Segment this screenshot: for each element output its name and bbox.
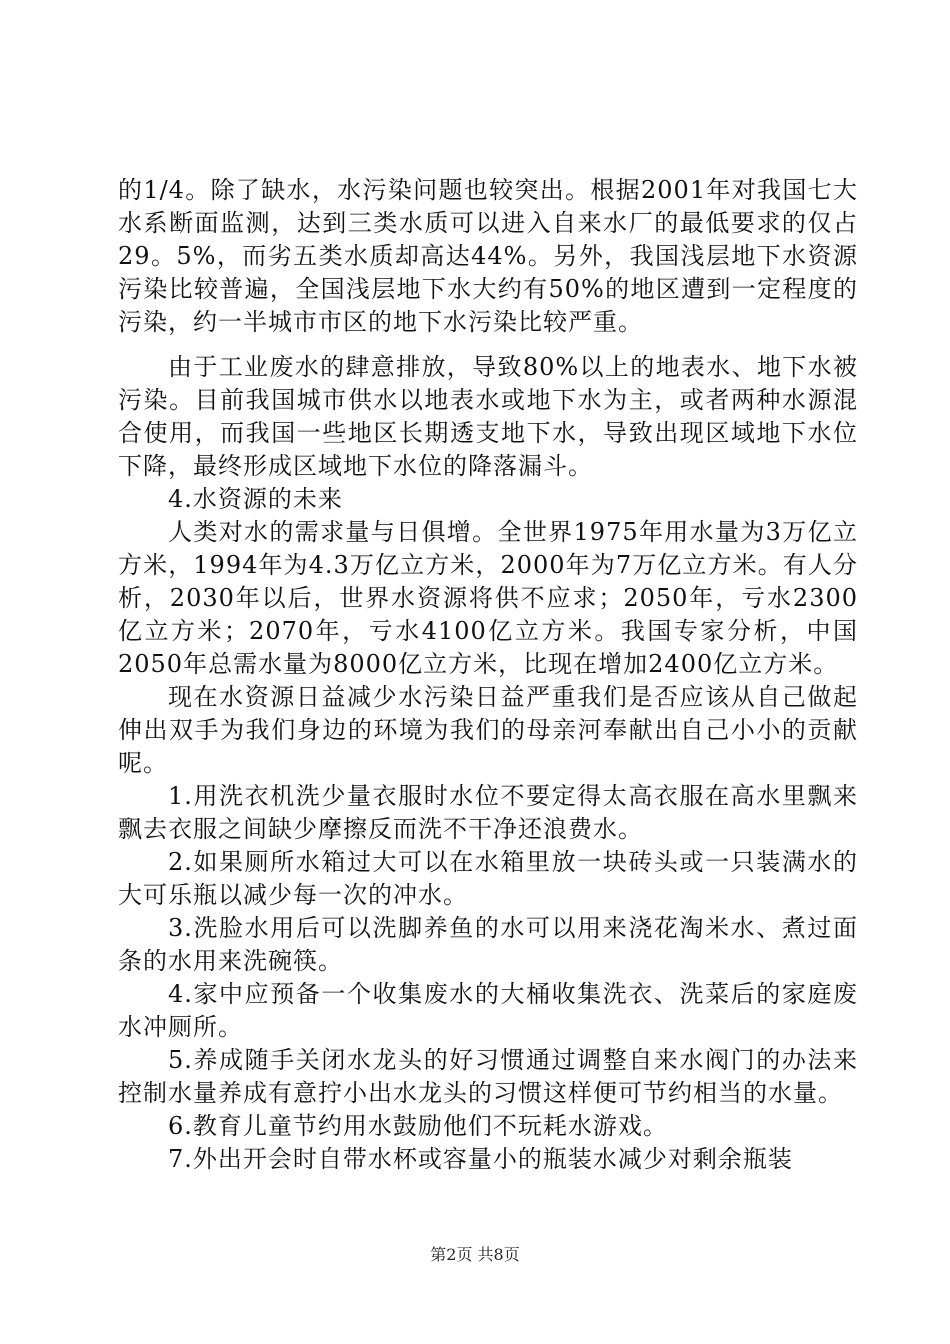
- paragraph-pollution-stats: 的1/4。除了缺水，水污染问题也较突出。根据2001年对我国七大水系断面监测，达到三类水质可以进入自来水厂的最低要求的仅占29。5%，而劣五类水质却高达44%。另外，我国浅层地下水资源污染比较普遍，全国浅层地下水大约有50%的地区遭到一定程度的污染，约一半城市市区的地下水污染比较严重。: [118, 176, 858, 336]
- tip-item-6: 6.教育儿童节约用水鼓励他们不玩耗水游戏。: [168, 1112, 668, 1140]
- paragraph-water-demand: 人类对水的需求量与日俱增。全世界1975年用水量为3万亿立方米，1994年为4.3万亿立方米，2000年为7万亿立方米。有人分析，2030年以后，世界水资源将供不应求；2050年，亏水2300亿立方米；2070年，亏水4100亿立方米。我国专家分析，中国2050年总需水量为8000亿立方米，比现在增加2400亿立方米。: [118, 518, 858, 678]
- tip-item-4: 4.家中应预备一个收集废水的大桶收集洗衣、洗菜后的家庭废水冲厕所。: [118, 980, 858, 1041]
- tip-item-7: 7.外出开会时自带水杯或容量小的瓶装水减少对剩余瓶装: [168, 1145, 793, 1173]
- paragraph-industrial-wastewater: 由于工业废水的肆意排放，导致80%以上的地表水、地下水被污染。目前我国城市供水以地表水或地下水为主，或者两种水源混合使用，而我国一些地区长期透支地下水，导致出现区域地下水位下降，最终形成区域地下水位的降落漏斗。: [118, 353, 858, 480]
- document-body: [118, 174, 858, 1176]
- page-footer: 第2页 共8页: [430, 1245, 520, 1264]
- paragraph-call-to-action: 现在水资源日益减少水污染日益严重我们是否应该从自己做起伸出双手为我们身边的环境为我们的母亲河奉献出自己小小的贡献呢。: [118, 683, 858, 777]
- tip-item-3: 3.洗脸水用后可以洗脚养鱼的水可以用来浇花淘米水、煮过面条的水用来洗碗筷。: [118, 914, 858, 975]
- tip-item-5: 5.养成随手关闭水龙头的好习惯通过调整自来水阀门的办法来控制水量养成有意拧小出水龙头的习惯这样便可节约相当的水量。: [118, 1046, 858, 1107]
- section-heading-future: 4.水资源的未来: [168, 485, 343, 513]
- tip-item-1: 1.用洗衣机洗少量衣服时水位不要定得太高衣服在高水里飘来飘去衣服之间缺少摩擦反而洗不干净还浪费水。: [118, 782, 858, 843]
- tip-item-2: 2.如果厕所水箱过大可以在水箱里放一块砖头或一只装满水的大可乐瓶以减少每一次的冲水。: [118, 848, 858, 909]
